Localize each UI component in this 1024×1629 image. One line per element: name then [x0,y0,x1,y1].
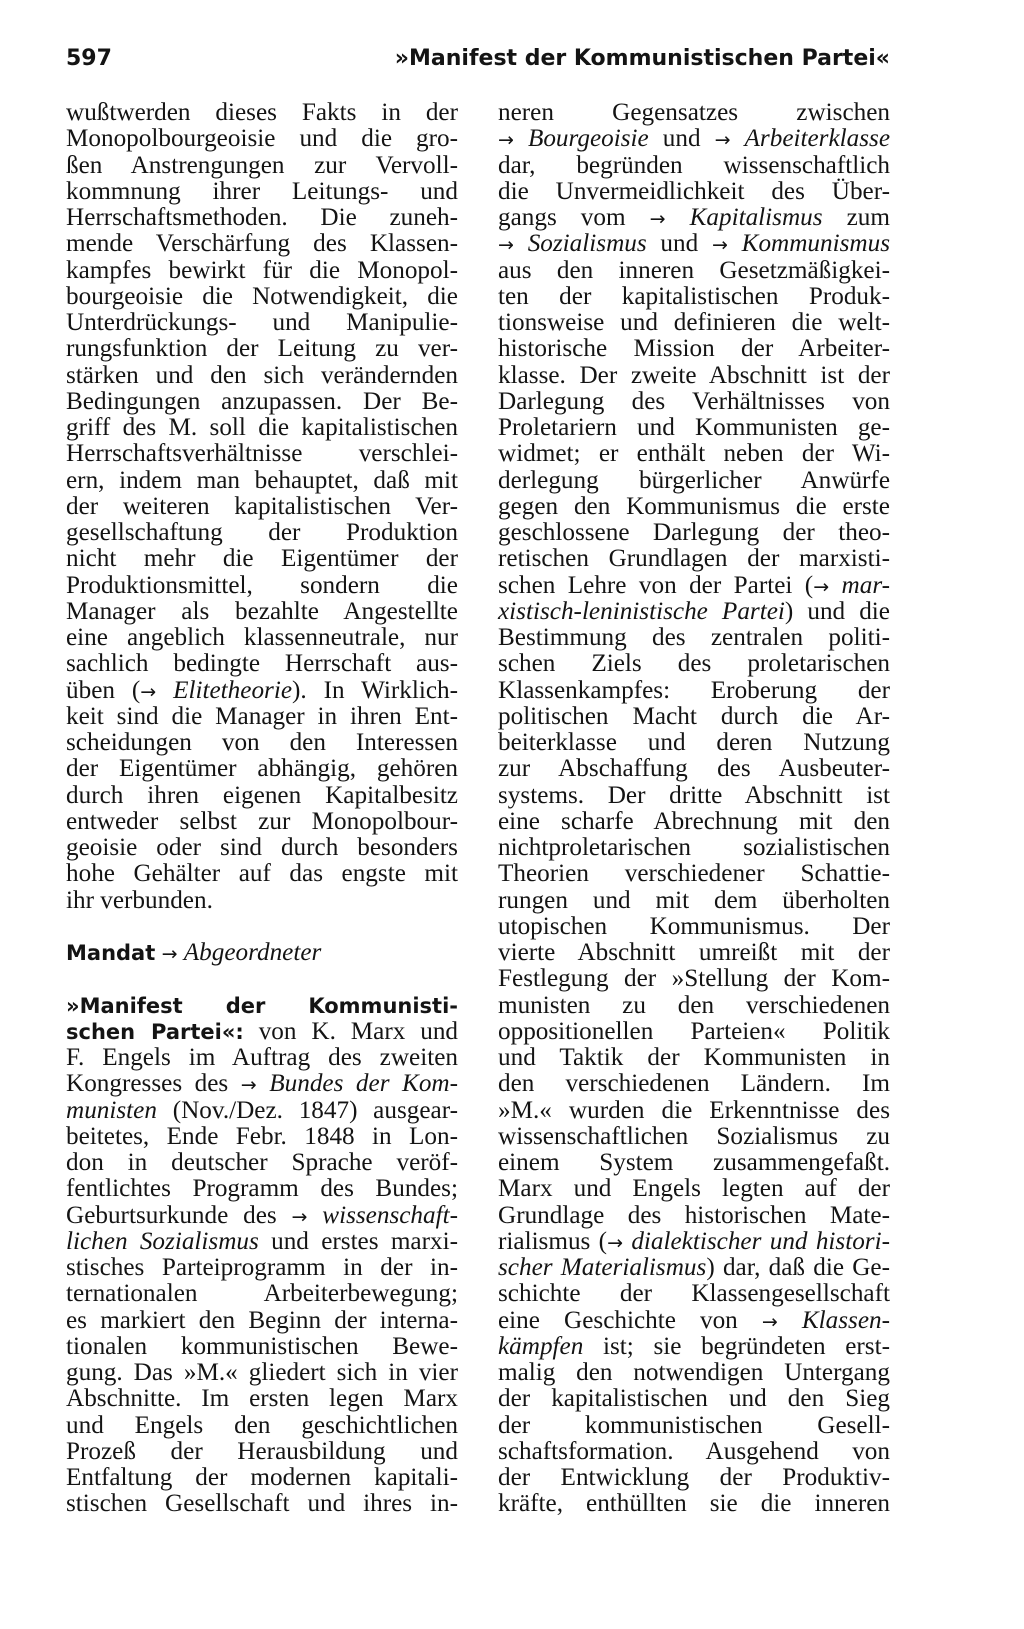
text-line: tionalen kommunistischen Bewe- [66,1332,458,1360]
lemma-manifest: schen Partei«: [66,1019,244,1044]
lemma-manifest: »Manifest der Kommunisti- [66,993,458,1018]
cross-reference-link[interactable]: Kommunismus [741,230,891,258]
text-line: schaftsformation. Ausgehend von [498,1437,890,1465]
lemma-manifest-line [66,993,458,1019]
text-line: ern, indem man behauptet, daß mit [66,466,458,494]
cross-reference-arrow-icon: → [291,1205,308,1228]
text-line: »M.« wurden die Erkenntnisse des [498,1096,890,1124]
text-line: Unterdrückungs- und Manipulie- [66,309,458,336]
text-line [498,599,890,625]
spacer [66,966,458,992]
text-line: retischen Grundlagen der marxisti- [498,545,890,573]
text-line: der weiteren kapitalistischen Ver- [66,492,458,520]
text-line: Monopolbourgeoisie und die gro- [66,125,458,153]
text-segment: eine Geschichte von [498,1306,762,1334]
text-line: die Unvermeidlichkeit des Über- [498,177,890,205]
text-line [66,1071,458,1097]
text-line: klasse. Der zweite Abschnitt ist der [498,361,890,389]
text-line: utopischen Kommunismus. Der [498,912,890,940]
text-line: kampfes bewirkt für die Monopol- [66,256,458,284]
text-line: durch ihren eigenen Kapitalbesitz [66,781,458,809]
text-line: stärken und den sich verändernden [66,361,458,389]
text-line [498,573,890,599]
cross-reference-arrow-icon: → [711,234,728,257]
text-line: bourgeoisie die Notwendigkeit, die [66,282,458,310]
text-segment: von K. Marx und [243,1017,459,1045]
cross-reference-link[interactable]: Elitetheorie [173,676,293,704]
text-line: beiterklasse und deren Nutzung [498,729,890,756]
text-segment: Geburtsurkunde des [66,1201,292,1229]
cross-reference-link[interactable]: xistisch-leninistische Partei [498,597,785,625]
cross-reference-arrow-icon: → [498,234,514,257]
text-segment: (Nov./Dez. 1847) ausgear- [156,1096,458,1124]
text-line: Bestimmung des zentralen politi- [498,624,890,651]
text-line: Marx und Engels legten auf der [498,1175,890,1203]
text-line: Festlegung der »Stellung der Kom- [498,965,890,993]
text-line: derlegung bürgerlicher Anwürfe [498,466,890,494]
text-line: zur Abschaffung des Ausbeuter- [498,755,890,783]
text-line: gegen den Kommunismus die erste [498,492,890,520]
cross-reference-link[interactable]: munisten [66,1096,157,1124]
cross-reference-arrow-icon: → [813,575,830,598]
text-line: aus den inneren Gesetzmäßigkei- [498,256,890,284]
text-line: politischen Macht durch die Ar- [498,702,890,730]
text-line: und Taktik der Kommunisten in [498,1044,890,1071]
page-number: 597 [66,46,112,71]
text-line: Herrschaftsverhältnisse verschlei- [66,440,458,468]
text-line: gung. Das »M.« gliedert sich in vier [66,1359,458,1386]
text-line: nichtproletarischen sozialistischen [498,834,890,861]
text-line [498,1229,890,1255]
text-line: Darlegung des Verhältnisses von [498,387,890,415]
text-line: neren Gegensatzes zwischen [498,99,890,126]
text-line: Theorien verschiedener Schattie- [498,860,890,888]
text-segment: üben ( [66,676,141,704]
text-line: vierte Abschnitt umreißt mit der [498,939,890,966]
text-line: rungsfunktion der Leitung zu ver- [66,335,458,363]
text-line: stisches Parteiprogramm in der in- [66,1254,458,1281]
cross-reference-arrow-icon: → [161,943,178,965]
cross-reference-arrow-icon: → [649,208,666,230]
cross-reference-arrow-icon: → [714,129,731,152]
text-segment: zum [822,204,890,231]
text-line: und Engels den geschichtlichen [66,1411,458,1439]
text-line [66,1229,458,1255]
cross-reference-link[interactable]: Bourgeoisie [527,125,649,153]
text-line: Entfaltung der modernen kapitali- [66,1464,458,1491]
text-segment: ist; sie begründeten erst- [583,1332,890,1360]
cross-reference-link[interactable]: Arbeiterklasse [744,125,891,153]
text-line: systems. Der dritte Abschnitt ist [498,781,890,809]
cross-reference-link[interactable]: kämpfen [498,1332,584,1360]
text-line: kräfte, enthüllten sie die inneren [498,1490,890,1518]
text-line [498,205,890,231]
text-line: tionsweise und definieren die welt- [498,309,890,336]
text-segment: ) und die [784,597,890,625]
page-header [66,46,890,80]
cross-reference-link[interactable]: Abgeordneter [183,939,322,966]
text-line: der Eigentümer abhängig, gehören [66,755,458,783]
text-line: wissenschaftlichen Sozialismus zu [498,1122,890,1150]
cross-reference-link[interactable]: scher Materialismus [498,1254,707,1281]
text-segment: schen Lehre von der Partei ( [498,571,814,599]
cross-reference-link[interactable]: Bundes der Kom- [269,1070,459,1098]
text-line: ternationalen Arbeiterbewegung; [66,1280,458,1308]
text-line: rungen und mit dem überholten [498,886,890,914]
text-line: Proletariern und Kommunisten ge- [498,414,890,441]
cross-reference-link[interactable]: wissenschaft- [322,1201,458,1229]
text-line: Klassenkampfes: Eroberung der [498,676,890,704]
text-line: eine angeblich klassenneutrale, nur [66,624,458,651]
text-line: wußtwerden dieses Fakts in der [66,99,458,126]
text-line: Prozeß der Herausbildung und [66,1437,458,1465]
text-line [498,1255,890,1281]
text-line: Produktionsmittel, sondern die [66,571,458,599]
cross-reference-link[interactable]: mar- [841,571,891,599]
text-line: kommnung ihrer Leitungs- und [66,177,458,205]
cross-reference-link[interactable]: Kapitalismus [689,204,823,231]
lemma-mandat: Mandat [66,941,156,965]
text-line: den verschiedenen Ländern. Im [498,1070,890,1098]
text-line: stischen Gesellschaft und ihres in- [66,1490,458,1518]
text-line [66,1098,458,1124]
text-segment: rialismus ( [498,1227,608,1255]
cross-reference-arrow-icon: → [240,1074,257,1097]
text-line: fentlichtes Programm des Bundes; [66,1175,458,1203]
text-line [66,678,458,704]
text-line: ihr verbunden. [66,886,213,914]
text-line: hohe Gehälter auf das engste mit [66,860,458,888]
cross-reference-link[interactable]: Klassen- [801,1306,891,1334]
text-line: munisten zu den verschiedenen [498,991,890,1019]
text-line: nicht mehr die Eigentümer der [66,545,458,573]
text-line: geoisie oder sind durch besonders [66,834,458,861]
text-line [66,1019,458,1045]
text-line: einem System zusammengefaßt. [498,1149,890,1176]
text-line: malig den notwendigen Untergang [498,1359,890,1386]
cross-reference-link[interactable]: lichen Sozialismus [66,1227,259,1255]
text-line: der kapitalistischen und den Sieg [498,1385,890,1413]
text-line [498,1308,890,1334]
left-column [66,100,458,1518]
text-line: geschlossene Darlegung der theo- [498,519,890,546]
text-line: widmet; er enthält neben der Wi- [498,440,890,468]
text-line: Abschnitte. Im ersten legen Marx [66,1385,458,1413]
text-line: eine scharfe Abrechnung mit den [498,807,890,835]
text-segment: ). In Wirklich- [292,676,458,704]
cross-reference-arrow-icon: → [140,680,157,703]
text-segment: Kongresses des [66,1070,241,1098]
entry-mandat [66,940,458,966]
text-line: don in deutscher Sprache veröf- [66,1149,458,1176]
text-segment: und erstes marxi- [258,1227,458,1255]
text-line: ten der kapitalistischen Produk- [498,282,890,310]
running-title: »Manifest der Kommunistischen Partei« [394,46,890,71]
text-line [498,126,890,152]
cross-reference-link[interactable]: Sozialismus [527,230,647,258]
text-line [66,1203,458,1229]
text-line: beitetes, Ende Febr. 1848 in Lon- [66,1122,458,1150]
text-line: F. Engels im Auftrag des zweiten [66,1044,458,1071]
text-line: der kommunistischen Gesell- [498,1411,890,1439]
text-line: der Entwicklung der Produktiv- [498,1464,890,1491]
text-segment: gangs vom [498,204,650,231]
text-line: griff des M. soll die kapitalistischen [66,414,458,441]
text-line: Herrschaftsmethoden. Die zuneh- [66,204,458,231]
text-line: gesellschaftung der Produktion [66,519,458,546]
text-line: ßen Anstrengungen zur Vervoll- [66,151,458,179]
text-line: keit sind die Manager in ihren Ent- [66,702,458,730]
text-segment: ) dar, daß die Ge- [706,1254,890,1281]
text-line: scheidungen von den Interessen [66,729,458,756]
text-line: schichte der Klassengesellschaft [498,1280,890,1308]
text-line: es markiert den Beginn der interna- [66,1306,458,1334]
text-line: oppositionellen Parteien« Politik [498,1017,890,1045]
text-line: historische Mission der Arbeiter- [498,335,890,363]
cross-reference-link[interactable]: dialektischer und histori- [631,1227,890,1255]
text-segment: und [648,125,715,153]
text-line: Manager als bezahlte Angestellte [66,597,458,625]
text-line: mende Verschärfung des Klassen- [66,230,458,258]
cross-reference-arrow-icon: → [761,1310,778,1333]
spacer [66,914,458,940]
text-line: Grundlage des historischen Mate- [498,1201,890,1229]
text-line: dar, begründen wissenschaftlich [498,151,890,179]
cross-reference-arrow-icon: → [498,129,514,152]
text-line: sachlich bedingte Herrschaft aus- [66,650,458,678]
text-segment: und [646,230,712,258]
right-column [498,100,890,1518]
text-line: schen Ziels des proletarischen [498,650,890,678]
text-line: entweder selbst zur Monopolbour- [66,807,458,835]
text-line [498,1334,890,1360]
cross-reference-arrow-icon: → [607,1231,623,1254]
text-line [498,231,890,257]
text-line: Bedingungen anzupassen. Der Be- [66,387,458,415]
